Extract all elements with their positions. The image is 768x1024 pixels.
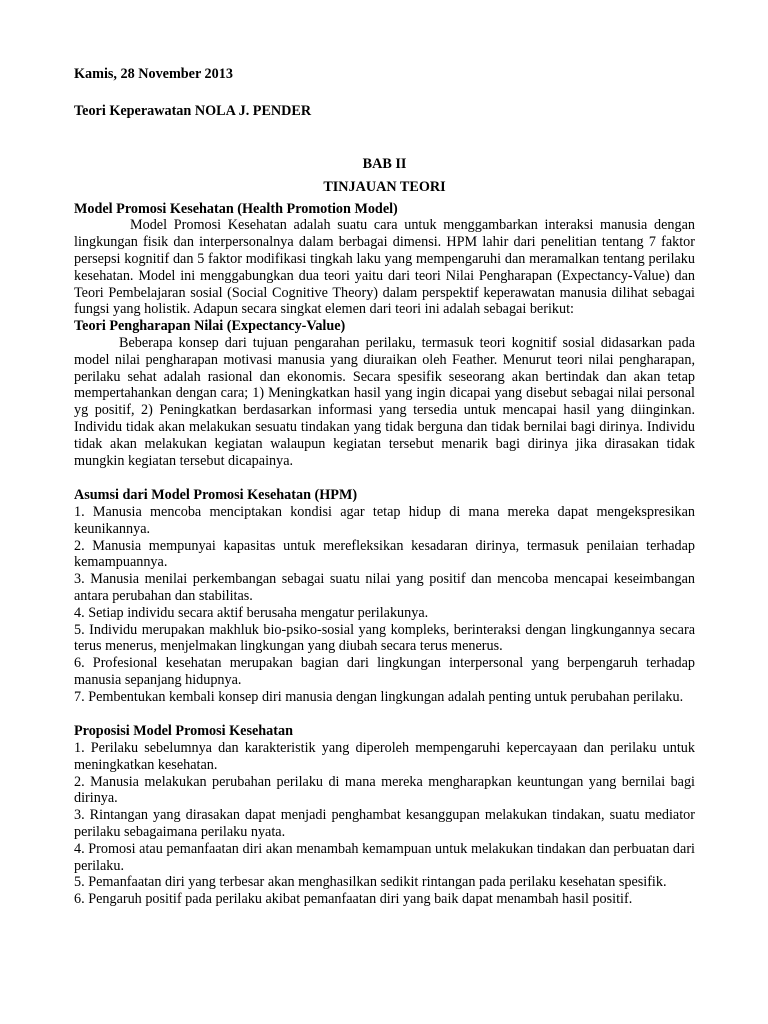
list-item: 6. Profesional kesehatan merupakan bagian dari lingkungan interpersonal yang berpengaruh terhadap manusia sepanjang hidupnya. [74,655,695,688]
list-item: 7. Pembentukan kembali konsep diri manusia dengan lingkungan adalah penting untuk perubahan perilaku. [74,688,684,705]
list-item: 3. Rintangan yang dirasakan dapat menjadi penghambat kesanggupan melakukan tindakan, suatu mediator perilaku sebagaimana perilaku nyata. [74,807,695,841]
spacer [74,136,695,153]
propositions-list [74,740,695,908]
list-item: 1. Manusia mencoba menciptakan kondisi agar tetap hidup di mana mereka dapat mengekspresikan keunikannya. [74,503,695,537]
list-item: 2. Manusia melakukan perubahan perilaku di mana mereka mengharapkan keuntungan yang bernilai bagi dirinya. [74,773,695,807]
section-heading-assumptions: Asumsi dari Model Promosi Kesehatan (HPM) [74,487,358,504]
chapter-title: TINJAUAN TEORI [323,178,446,195]
list-item: 5. Pemanfaatan diri yang terbesar akan menghasilkan sedikit rintangan pada perilaku kesehatan spesifik. [74,874,667,891]
document-title: Teori Keperawatan NOLA J. PENDER [74,102,312,119]
section-heading-propositions: Proposisi Model Promosi Kesehatan [74,723,293,740]
spacer [74,469,695,486]
document-page [74,66,695,908]
assumptions-list [74,504,695,706]
list-item: 4. Setiap individu secara aktif berusaha mengatur perilakunya. [74,604,429,621]
list-item: 1. Perilaku sebelumnya dan karakteristik yang diperoleh mempengaruhi kepercayaan dan perilaku untuk meningkatkan kesehatan. [74,740,695,773]
list-item: 2. Manusia mempunyai kapasitas untuk merefleksikan kesadaran dirinya, termasuk penilaian terhadap kemampuannya. [74,537,695,571]
list-item: 6. Pengaruh positif pada perilaku akibat pemanfaatan diri yang baik dapat menambah hasil positif. [74,891,633,908]
date-line: Kamis, 28 November 2013 [74,66,233,82]
section-paragraph-expectancy: Beberapa konsep dari tujuan pengarahan perilaku, termasuk teori kognitif sosial didasarkan pada model nilai pengharapan motivasi manusia yang diuraikan oleh Feather. Menurut teori nilai pengharapan, perilaku sehat adalah rasional dan ekonomis. Secara spesifik seseorang akan bertindak dan akan tetap mempertahankan dengan cara; 1) Meningkatkan hasil yang ingin dicapai yang disebut sebagai nilai personal yg positif, 2) Peningkatkan berdasarkan informasi yang tersedia untuk mencapai hasil yang diinginkan. Individu tidak akan melakukan sesuatu tindakan yang tidak berguna dan tidak bernilai bagi dirinya. Individu tidak akan melakukan kegiatan walaupun kegiatan tersebut menarik bagi dirinya jika dirasakan tidak mungkin kegiatan tersebut dicapainya. [74,334,695,469]
chapter-number: BAB II [362,155,407,172]
section-paragraph-hpm: Model Promosi Kesehatan adalah suatu cara untuk menggambarkan interaksi manusia dengan lingkungan fisik dan interpersonalnya dalam berbagai dimensi. HPM lahir dari penelitian tentang 7 faktor persepsi kognitif dan 5 faktor modifikasi tingkah laku yang mempengaruhi dan meramalkan tentang perilaku kesehatan. Model ini menggabungkan dua teori yaitu dari teori Nilai Pengharapan (Expectancy-Value) dan Teori Pembelajaran sosial (Social Cognitive Theory) dalam perspektif keperawatan manusia dilihat sebagai fungsi yang holistik. Adapun secara singkat elemen dari teori ini adalah sebagai berikut: [74,217,695,318]
list-item: 3. Manusia menilai perkembangan sebagai suatu nilai yang positif dan mencoba mencapai keseimbangan antara perubahan dan stabilitas. [74,571,695,604]
list-item: 4. Promosi atau pemanfaatan diri akan menambah kemampuan untuk melakukan tindakan dan perbuatan dari perilaku. [74,840,695,874]
list-item: 5. Individu merupakan makhluk bio-psiko-sosial yang kompleks, berinteraksi dengan lingkungannya secara terus menerus, menjelmakan lingkungan yang diubah secara terus menerus. [74,621,695,655]
spacer [74,83,695,100]
section-heading-hpm: Model Promosi Kesehatan (Health Promotion Model) [74,200,398,217]
spacer [74,705,695,722]
section-heading-expectancy: Teori Pengharapan Nilai (Expectancy-Value) [74,318,346,335]
spacer [74,119,695,136]
